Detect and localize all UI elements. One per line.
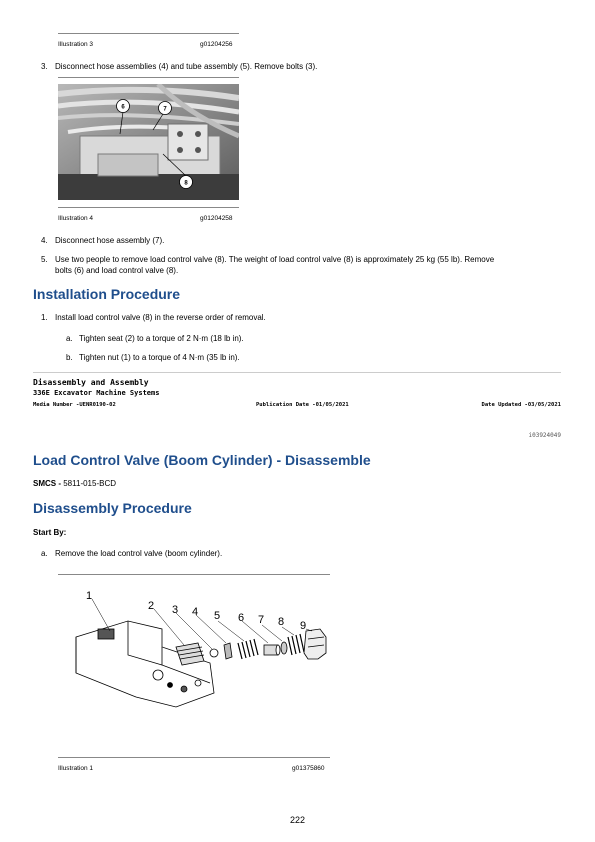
step-5-text-line1: Use two people to remove load control valve (8). The weight of load control valve (8) is approximately 25 kg (55 lb). Remove xyxy=(55,255,495,264)
installation-procedure-heading: Installation Procedure xyxy=(33,286,181,302)
illustration-1-label: Illustration 1 xyxy=(58,765,94,772)
illustration-4-photo xyxy=(58,84,239,200)
doc-media-number: Media Number -UENR0190-02 xyxy=(33,402,116,408)
illustration-3-code: g01204256 xyxy=(200,41,233,48)
top-caption-rule xyxy=(58,33,239,34)
diagram-callout-9: 9 xyxy=(300,620,307,632)
doc-id: i03924049 xyxy=(528,432,561,439)
smcs-line xyxy=(33,479,116,488)
diagram-callout-2: 2 xyxy=(148,600,155,612)
diagram-callout-5: 5 xyxy=(214,610,221,622)
doc-header-rule xyxy=(33,372,561,373)
diagram-callout-3: 3 xyxy=(172,604,179,616)
install-sub-b-text: Tighten nut (1) to a torque of 4 N·m (35 lb in). xyxy=(79,353,240,362)
smcs-code: 5811-015-BCD xyxy=(63,479,117,488)
diagram-bottom-rule xyxy=(58,757,330,758)
illustration-4-code: g01204258 xyxy=(200,215,233,222)
exploded-valve-diagram xyxy=(58,585,330,745)
photo-bottom-rule xyxy=(58,207,239,208)
start-by-label: Start By: xyxy=(33,528,67,537)
step-3-text: Disconnect hose assemblies (4) and tube assembly (5). Remove bolts (3). xyxy=(55,62,318,71)
page-number: 222 xyxy=(289,815,306,825)
step-4-number: 4. xyxy=(41,236,48,245)
photo-top-rule xyxy=(58,77,239,78)
diagram-callout-1: 1 xyxy=(86,590,93,602)
diagram-callout-6: 6 xyxy=(238,612,245,624)
start-by-step-letter: a. xyxy=(41,549,48,558)
install-sub-a-letter: a. xyxy=(66,334,73,343)
doc-category: Disassembly and Assembly xyxy=(33,378,149,387)
photo-callout-7: 7 xyxy=(163,106,167,113)
step-3-number: 3. xyxy=(41,62,48,71)
section-title: Load Control Valve (Boom Cylinder) - Disassemble xyxy=(33,452,371,468)
doc-machine: 336E Excavator Machine Systems xyxy=(33,389,160,397)
doc-publication-date: Publication Date -01/05/2021 xyxy=(256,402,349,408)
diagram-top-rule xyxy=(58,574,330,575)
start-by-step-text: Remove the load control valve (boom cylinder). xyxy=(55,549,223,558)
illustration-4-label: Illustration 4 xyxy=(58,215,94,222)
illustration-1-code: g01375860 xyxy=(292,765,325,772)
photo-callout-6: 6 xyxy=(121,104,125,111)
photo-callout-8: 8 xyxy=(184,180,188,187)
install-sub-a-text: Tighten seat (2) to a torque of 2 N·m (18 lb in). xyxy=(79,334,244,343)
illustration-3-label: Illustration 3 xyxy=(58,41,94,48)
disassembly-procedure-heading: Disassembly Procedure xyxy=(33,500,192,516)
step-4-text: Disconnect hose assembly (7). xyxy=(55,236,165,245)
diagram-callout-8: 8 xyxy=(278,616,285,628)
install-sub-b-letter: b. xyxy=(66,353,73,362)
smcs-label: SMCS - xyxy=(33,479,61,488)
install-step-1-number: 1. xyxy=(41,313,48,322)
step-5-number: 5. xyxy=(41,255,48,264)
diagram-callout-7: 7 xyxy=(258,614,265,626)
install-step-1-text: Install load control valve (8) in the reverse order of removal. xyxy=(55,313,266,322)
step-5-text-line2: bolts (6) and load control valve (8). xyxy=(55,266,179,275)
doc-date-updated: Date Updated -03/05/2021 xyxy=(481,402,561,408)
diagram-callout-4: 4 xyxy=(192,606,199,618)
valve-photo-graphic xyxy=(58,84,239,200)
